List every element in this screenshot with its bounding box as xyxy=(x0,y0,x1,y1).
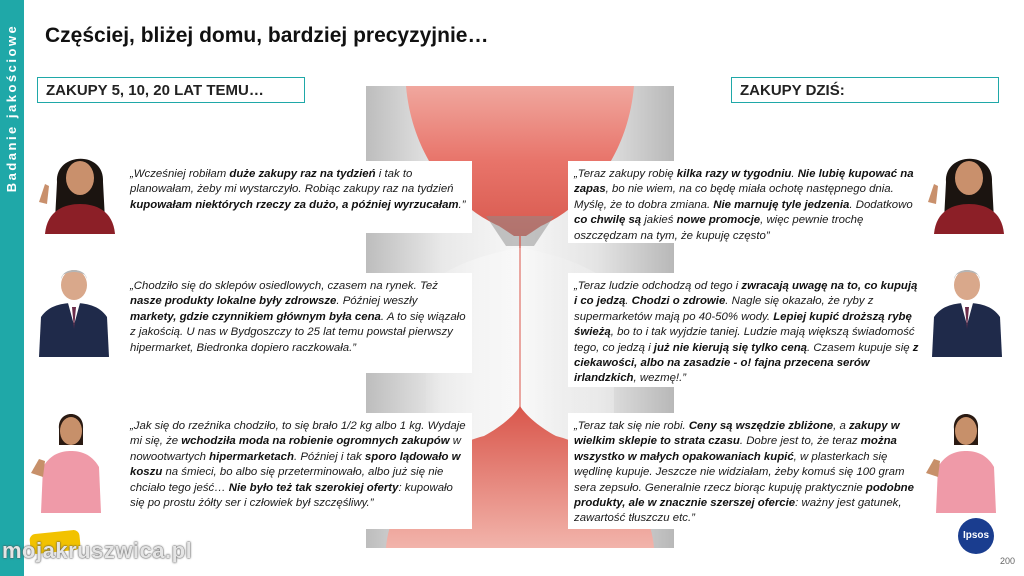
quote-segment: i tak to planowałam, żeby mi wystarczyło. Robiąc zakupy raz na tydzień xyxy=(130,168,454,196)
quote-segment: „Teraz tak się nie robi. xyxy=(574,420,689,432)
quote-today-2 xyxy=(568,273,925,387)
quote-segment: z ciekawości, albo na zasadzie - o! fajna przecena serów irlandzkich xyxy=(574,341,919,385)
quote-segment: kupowałam niektórych rzeczy za dużo, a później wyrzucałam xyxy=(130,198,459,211)
page-number: 200 xyxy=(1000,556,1016,566)
quote-segment: .” xyxy=(458,198,466,211)
quote-segment: nasze produkty lokalne były zdrowsze xyxy=(130,295,337,308)
avatar-older-man-left xyxy=(37,265,111,357)
quote-segment: , wezmę!.” xyxy=(633,372,687,385)
avatar-older-man-right xyxy=(930,265,1004,357)
quote-segment: , bo nie wiem, na co będę miała ochotę następnego dnia. Myślę, że to dobra zmiana. xyxy=(574,183,894,211)
quote-segment: Nie marnuję tyle jedzenia xyxy=(713,198,850,211)
quote-segment: Nie było też tak szerokiej oferty xyxy=(228,481,399,494)
quote-today-1 xyxy=(568,161,925,243)
quote-segment: „Jak się do rzeźnika chodziło, to się brało 1/2 kg albo 1 kg. Wydaje mi się, że xyxy=(130,420,466,448)
quote-segment: jakieś xyxy=(641,214,677,227)
quote-past-2 xyxy=(124,273,472,373)
quote-segment: „Wcześniej robiłam xyxy=(130,168,230,180)
quote-segment: duże zakupy raz na tydzień xyxy=(229,168,376,180)
quote-segment: Lepiej kupić droższą rybę świeżą xyxy=(574,310,912,339)
quote-segment: . Czasem kupuje się xyxy=(807,341,913,354)
quote-segment: co chwilę są xyxy=(574,214,642,227)
quote-segment: . Dodatkowo xyxy=(849,198,913,211)
quote-segment: Chodzi o zdrowie xyxy=(631,295,726,308)
ipsos-logo: Ipsos xyxy=(958,518,994,554)
quote-segment: . Później weszły xyxy=(336,295,418,308)
quote-segment: wchodziła moda na robienie ogromnych zakupów xyxy=(181,435,450,448)
quote-segment: : ważny jest gatunek, zawartość tłuszczu etc.” xyxy=(574,497,902,525)
quote-segment: , a xyxy=(833,420,849,432)
quote-segment: , bo to i tak wyjdzie taniej. Ludzie mają większą świadomość tego, co jedzą i xyxy=(574,326,915,354)
quote-segment: . Później i tak xyxy=(293,450,365,463)
avatar-young-woman-right xyxy=(926,142,1012,234)
quote-past-3 xyxy=(124,413,472,529)
sidebar-label: Badanie jakościowe xyxy=(4,23,19,193)
quote-segment: . Nagle się okazało, że ryby z supermarketów mają po 40-50% wody. xyxy=(574,295,874,323)
quote-segment: . xyxy=(625,295,632,308)
quote-today-3 xyxy=(568,413,925,529)
watermark: mojakruszwica.pl xyxy=(2,538,193,563)
quote-segment: „Teraz zakupy robię xyxy=(574,168,677,180)
quote-segment: nowe promocje xyxy=(676,214,761,227)
sidebar-band xyxy=(0,0,24,576)
header-past: ZAKUPY 5, 10, 20 LAT TEMU… xyxy=(37,77,305,103)
quote-segment: , więc pewnie trochę oszczędzam na tym, że kupuję często” xyxy=(574,214,864,242)
quote-segment: podobne produkty, ale w znacznie szerszej ofercie xyxy=(574,481,914,510)
quote-segment: zwracają uwagę na to, co kupują i co jedzą xyxy=(574,280,918,308)
header-today: ZAKUPY DZIŚ: xyxy=(731,77,999,103)
quote-segment: . A to się wiązało z jakością. U nas w Bydgoszczy to 25 lat temu powstał pierwszy hipermarket, Biedronka dopiero raczkowała.” xyxy=(130,310,466,354)
quote-segment: . Dobre jest to, że teraz xyxy=(739,435,861,448)
quote-segment: w nowootwartych xyxy=(130,435,462,463)
quote-segment: . xyxy=(791,168,798,180)
quote-segment: hipermarketach xyxy=(209,450,294,463)
quote-segment: Nie lubię kupować na zapas xyxy=(574,168,914,196)
quote-segment: kilka razy w tygodniu xyxy=(676,168,792,180)
quote-segment: zakupy w wielkim sklepie to strata czasu xyxy=(574,420,900,448)
slide-title: Częściej, bliżej domu, bardziej precyzyjnie… xyxy=(45,24,489,47)
quote-segment: , w plasterkach się wędlinę kupuje. Jeszcze nie widziałam, żeby komuś się 100 gram sera zepsuło. Generalnie rzecz biorąc kupuję praktycznie xyxy=(574,450,905,494)
quote-segment: na śmieci, bo albo się przeterminowało, albo już się nie chciało tego jeść… xyxy=(130,466,444,494)
quote-segment: „Teraz ludzie odchodzą od tego i xyxy=(574,280,742,292)
quote-past-1 xyxy=(124,161,472,233)
avatar-woman-pink-right xyxy=(926,405,1006,513)
quote-segment: można wszystko w małych opakowaniach kupić xyxy=(574,435,897,463)
avatar-young-woman-left xyxy=(37,142,123,234)
quote-segment: Ceny są wszędzie zbliżone xyxy=(688,420,834,432)
quote-segment: już nie kierują się tylko ceną xyxy=(653,341,808,354)
avatar-woman-pink-left xyxy=(31,405,111,513)
quote-segment: : kupowało się po prostu żółty ser i człowiek był szczęśliwy.” xyxy=(130,481,453,510)
quote-segment: sporo lądowało w koszu xyxy=(130,450,461,479)
quote-segment: markety, gdzie czynnikiem głównym była cena xyxy=(130,310,381,323)
quote-segment: „Chodziło się do sklepów osiedlowych, czasem na rynek. Też xyxy=(130,280,438,292)
